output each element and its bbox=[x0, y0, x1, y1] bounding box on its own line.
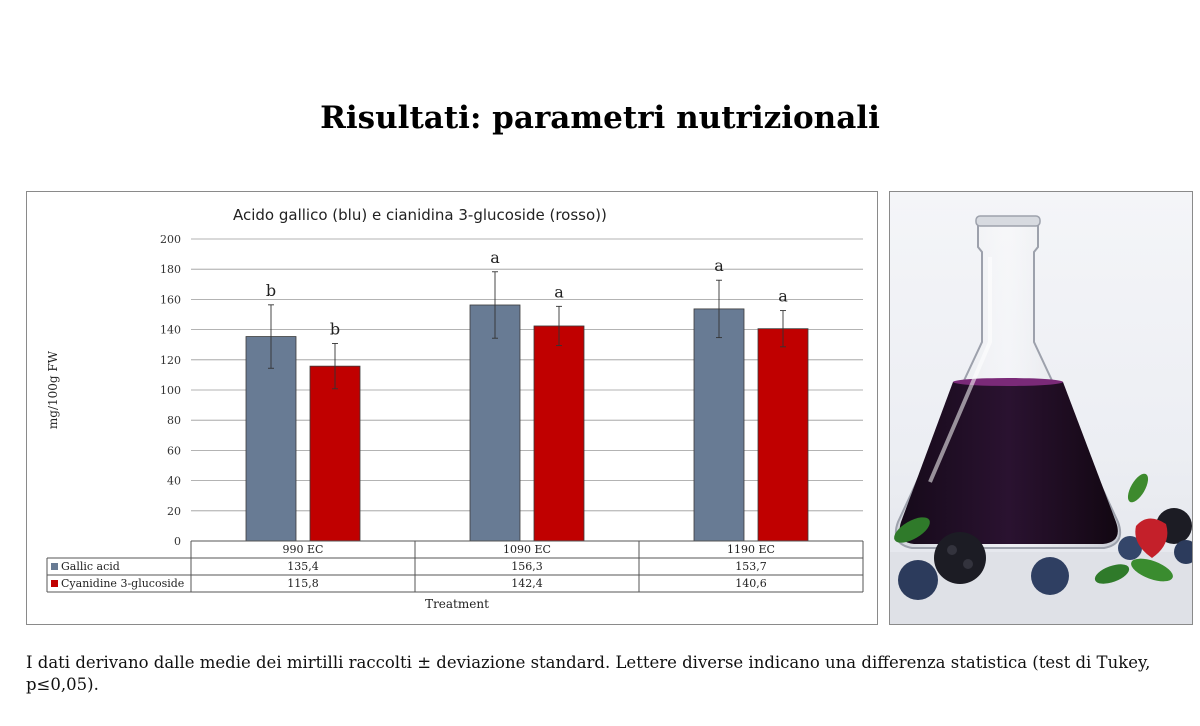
bar bbox=[470, 305, 520, 541]
category-label: 1090 EC bbox=[503, 543, 551, 556]
significance-letter: a bbox=[554, 282, 564, 302]
footnote: I dati derivano dalle medie dei mirtilli raccolti ± deviazione standard. Lettere diverse indicano una differenza statistica (test di Tukey, p≤0,05). bbox=[26, 653, 1151, 694]
table-value: 115,8 bbox=[287, 577, 319, 590]
y-tick-label: 180 bbox=[160, 263, 181, 277]
significance-letter: b bbox=[265, 280, 277, 300]
table-value: 142,4 bbox=[511, 577, 543, 590]
significance-letter: a bbox=[490, 247, 500, 267]
legend-swatch bbox=[51, 563, 58, 570]
page-title: Risultati: parametri nutrizionali bbox=[320, 100, 880, 136]
bar bbox=[758, 329, 808, 541]
significance-letter: a bbox=[778, 286, 788, 306]
legend-label: Cyanidine 3-glucoside bbox=[61, 577, 185, 590]
bar bbox=[694, 309, 744, 541]
category-label: 990 EC bbox=[282, 543, 324, 556]
significance-letter: b bbox=[329, 319, 341, 339]
flask-berries-image bbox=[889, 191, 1193, 625]
y-tick-label: 60 bbox=[167, 444, 181, 458]
y-tick-label: 140 bbox=[160, 323, 181, 337]
x-axis-label: Treatment bbox=[425, 597, 489, 611]
table-value: 153,7 bbox=[735, 560, 767, 573]
legend-label: Gallic acid bbox=[61, 560, 120, 573]
y-tick-label: 200 bbox=[160, 233, 181, 246]
y-tick-label: 100 bbox=[160, 384, 181, 397]
category-label: 1190 EC bbox=[727, 543, 775, 556]
bar bbox=[310, 366, 360, 541]
y-axis-label: mg/100g FW bbox=[46, 350, 60, 430]
table-value: 156,3 bbox=[511, 560, 543, 573]
chart-title: Acido gallico (blu) e cianidina 3-glucoside (rosso)) bbox=[233, 206, 607, 224]
flask-illustration bbox=[890, 192, 1193, 625]
y-tick-label: 80 bbox=[167, 414, 181, 428]
y-tick-label: 160 bbox=[160, 293, 181, 307]
y-tick-label: 120 bbox=[160, 353, 181, 367]
y-tick-label: 20 bbox=[167, 504, 181, 518]
table-value: 135,4 bbox=[287, 560, 319, 573]
bar bbox=[534, 326, 584, 541]
chart-panel bbox=[26, 191, 878, 625]
y-tick-label: 0 bbox=[174, 535, 181, 548]
significance-letter: a bbox=[714, 256, 724, 276]
bar-chart bbox=[27, 192, 879, 626]
legend-swatch bbox=[51, 580, 58, 587]
table-value: 140,6 bbox=[735, 577, 767, 590]
y-tick-label: 40 bbox=[167, 474, 181, 488]
